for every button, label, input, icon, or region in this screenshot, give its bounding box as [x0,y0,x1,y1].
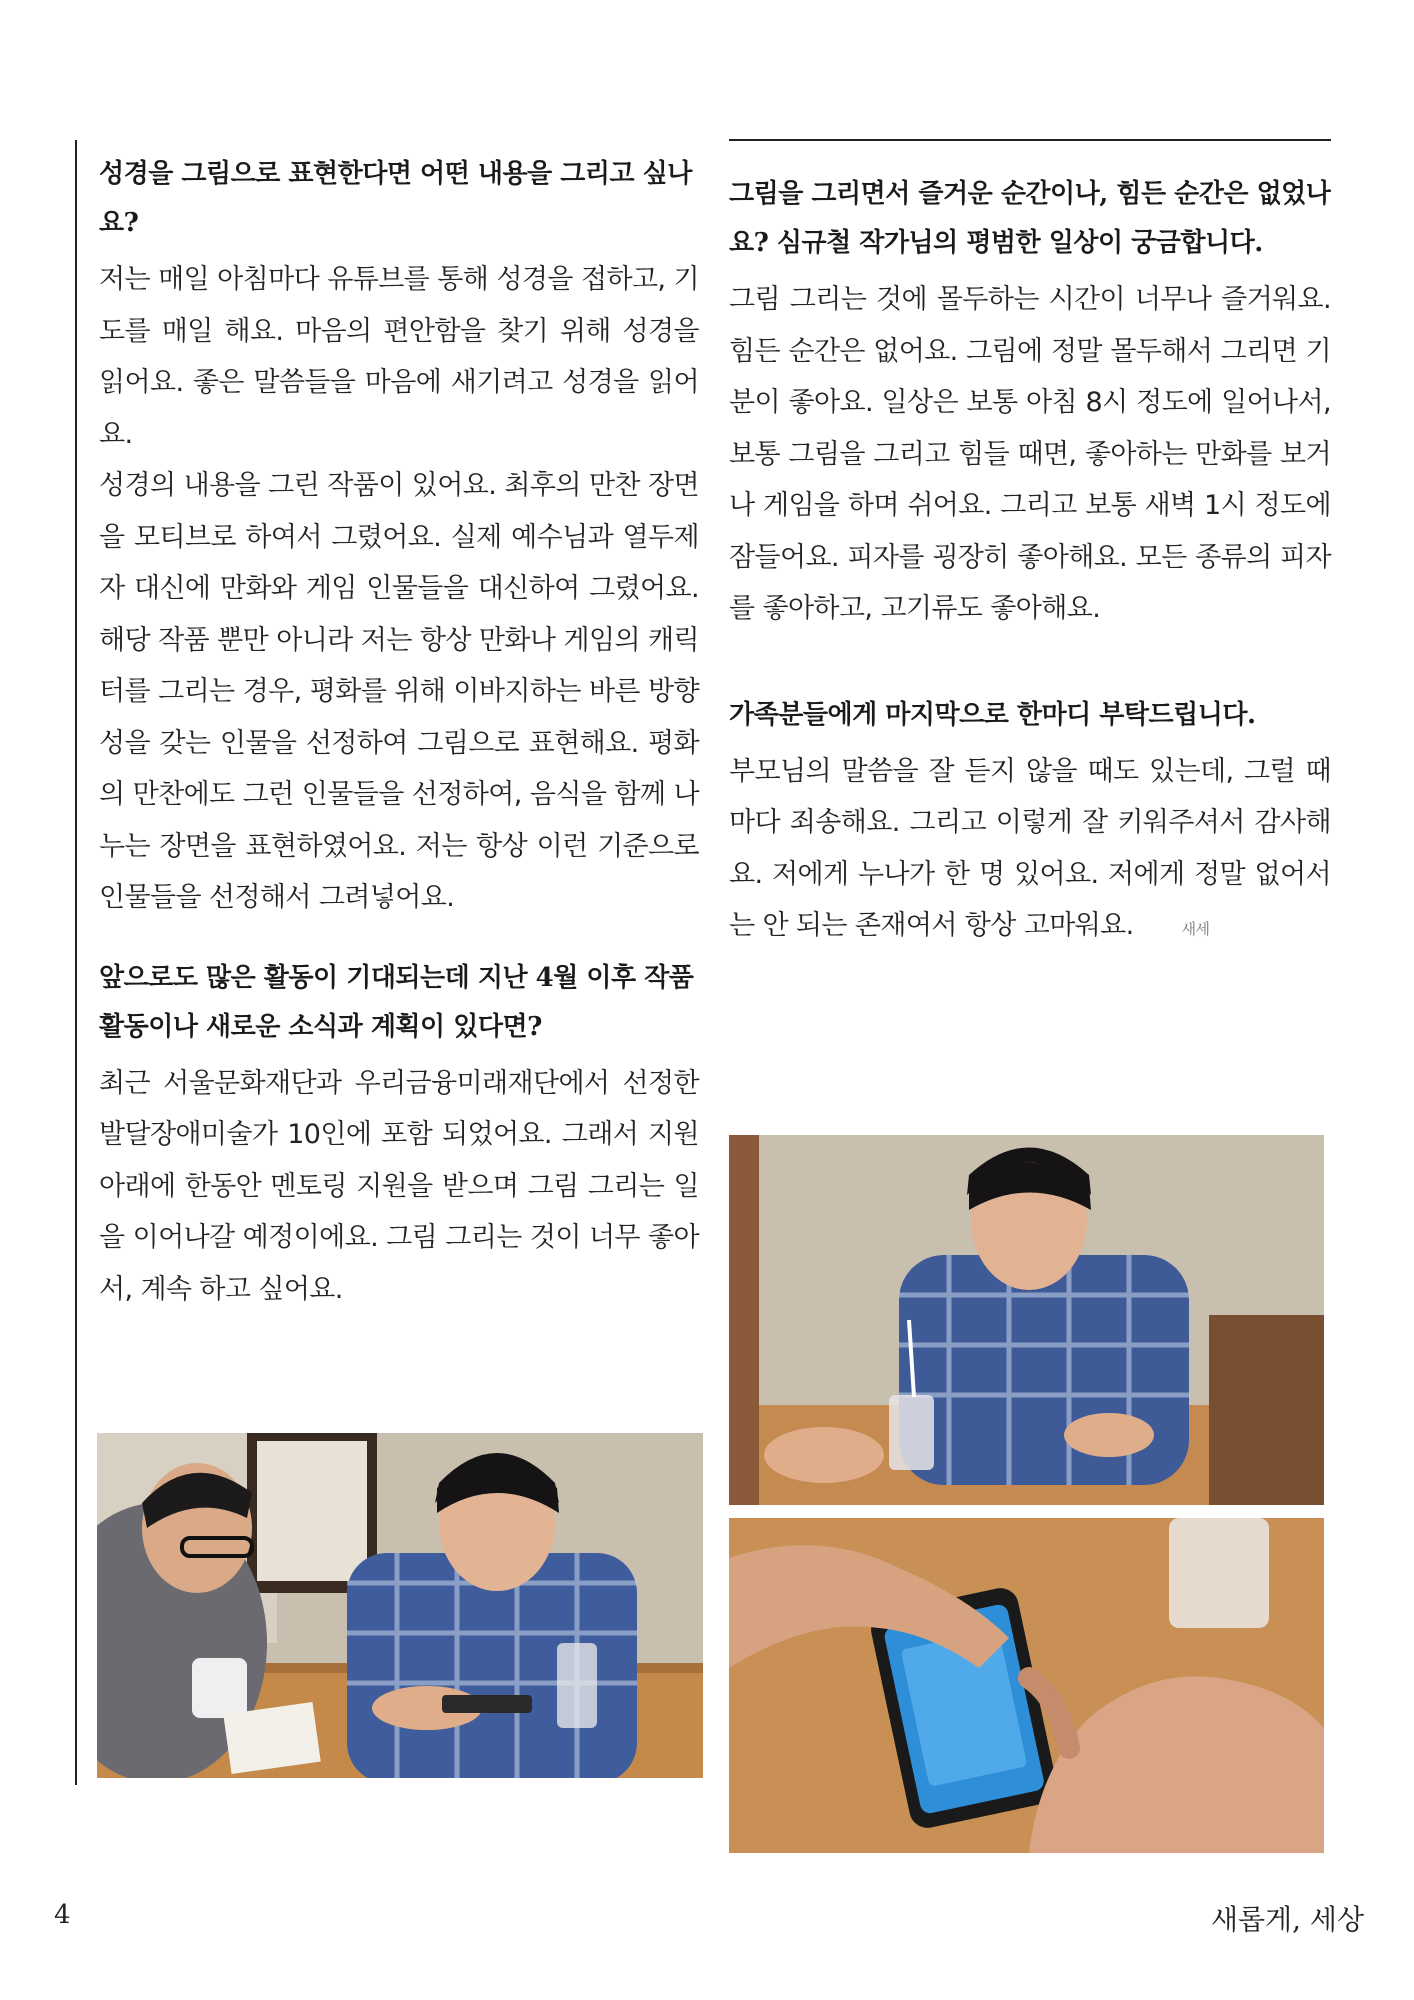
right-column [729,170,1331,956]
question-daily-life: 그림을 그리면서 즐거운 순간이나, 힘든 순간은 없었나요? 심규철 작가님의 평범한 일상이 궁금합니다. [729,179,1331,258]
photo-artist-seated [729,1135,1324,1505]
left-column-rule [75,140,77,1785]
photo-interview-table [97,1433,703,1778]
answer-bible-drawing-1: 저는 매일 아침마다 유튜브를 통해 성경을 접하고, 기도를 매일 해요. 마음의 편안함을 찾기 위해 성경을 읽어요. 좋은 말씀들을 마음에 새기려고 성경을 읽어요. [99,264,699,450]
magazine-title: 새롭게, 세상 [1210,1903,1364,1936]
answer-future-plans: 최근 서울문화재단과 우리금융미래재단에서 선정한 발달장애미술가 10인에 포함 되었어요. 그래서 지원 아래에 한동안 멘토링 지원을 받으며 그림 그리는 일을 이어나갈 예정이에요. 그림 그리는 것이 너무 좋아서, 계속 하고 싶어요. [99,1067,699,1305]
page-number: 4 [54,1900,71,1930]
question-future-plans: 앞으로도 많은 활동이 기대되는데 지난 4월 이후 작품활동이나 새로운 소식과 계획이 있다면? [99,962,694,1042]
end-mark: 새세 [1181,920,1210,938]
photo-drawing-on-phone [729,1518,1324,1853]
right-column-top-rule [729,139,1331,141]
answer-daily-life: 그림 그리는 것에 몰두하는 시간이 너무나 즐거워요. 힘든 순간은 없어요. 그림에 정말 몰두해서 그리면 기분이 좋아요. 일상은 보통 아침 8시 정도에 일어나서, 보통 그림을 그리고 힘들 때면, 좋아하는 만화를 보거나 게임을 하며 쉬어요. 그리고 보통 새벽 1시 정도에 잠들어요. 피자를 굉장히 좋아해요. 모든 종류의 피자를 좋아하고, 고기류도 좋아해요. [729,284,1331,624]
question-family-message: 가족분들에게 마지막으로 한마디 부탁드립니다. [729,699,1256,730]
question-bible-drawing: 성경을 그림으로 표현한다면 어떤 내용을 그리고 싶나요? [99,159,692,238]
answer-family-message [729,746,1331,956]
left-column [99,150,699,1315]
answer-family-message-text: 부모님의 말씀을 잘 듣지 않을 때도 있는데, 그럴 때마다 죄송해요. 그리고 이렇게 잘 키워주셔서 감사해요. 저에게 누나가 한 명 있어요. 저에게 정말 없어서는 안 되는 존재여서 항상 고마워요. [729,755,1331,941]
answer-bible-drawing-2: 성경의 내용을 그린 작품이 있어요. 최후의 만찬 장면을 모티브로 하여서 그렸어요. 실제 예수님과 열두제자 대신에 만화와 게임 인물들을 대신하여 그렸어요. 해당 작품 뿐만 아니라 저는 항상 만화나 게임의 캐릭터를 그리는 경우, 평화를 위해 이바지하는 바른 방향성을 갖는 인물을 선정하여 그림으로 표현해요. 평화의 만찬에도 그런 인물들을 선정하여, 음식을 함께 나누는 장면을 표현하였어요. 저는 항상 이런 기준으로 인물들을 선정해서 그려넣어요. [99,470,699,913]
